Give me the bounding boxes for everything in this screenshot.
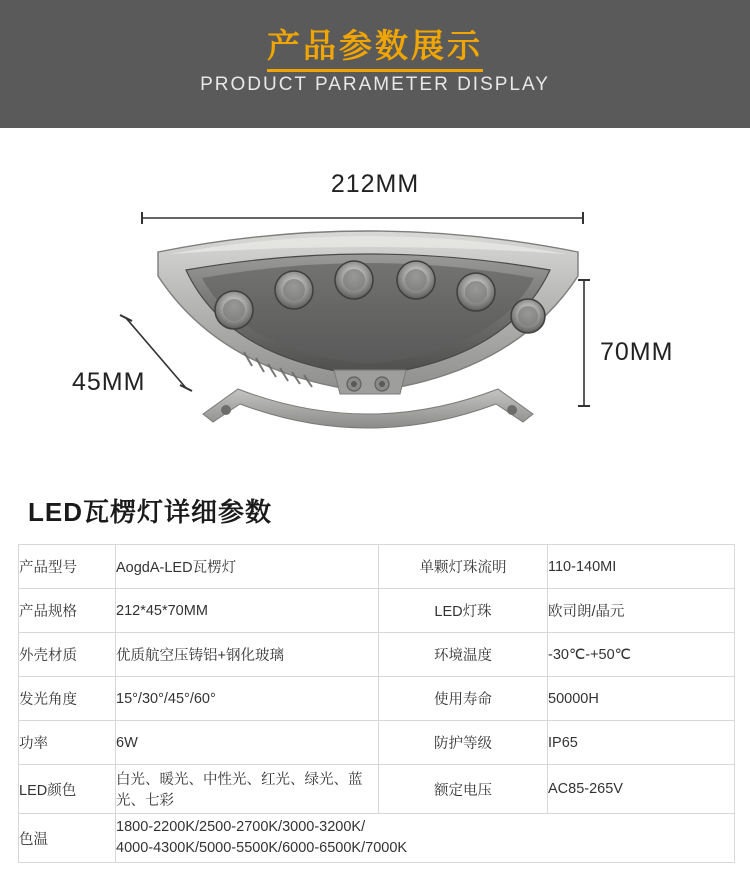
spec-value: 6W <box>116 721 379 765</box>
spec-value: 欧司朗/晶元 <box>548 589 735 633</box>
table-row <box>19 677 735 721</box>
spec-label: 单颗灯珠流明 <box>379 545 548 589</box>
color-temp-line-1: 1800-2200K/2500-2700K/3000-3200K/ <box>116 819 366 835</box>
spec-label: 外壳材质 <box>19 633 116 677</box>
spec-value: AC85-265V <box>548 765 735 814</box>
spec-label: LED颜色 <box>19 765 116 814</box>
table-row <box>19 721 735 765</box>
spec-label: 色温 <box>19 814 116 863</box>
spec-table-wrapper <box>18 544 732 863</box>
dimension-right-label: 70MM <box>600 338 674 366</box>
spec-value: -30℃-+50℃ <box>548 633 735 677</box>
section-title: LED瓦楞灯详细参数 <box>28 497 273 527</box>
dimension-top-label: 212MM <box>330 170 420 198</box>
banner-title-cn-text: 产品参数展示 <box>267 26 483 72</box>
table-row <box>19 814 735 863</box>
spec-label: 额定电压 <box>379 765 548 814</box>
product-image-area <box>0 128 750 468</box>
spec-value <box>116 814 735 863</box>
color-temp-line-2: 4000-4300K/5000-5500K/6000-6500K/7000K <box>116 840 408 856</box>
spec-value: 15°/30°/45°/60° <box>116 677 379 721</box>
dimension-top-arrow-icon <box>140 212 585 224</box>
spec-table <box>18 544 735 863</box>
spec-label: 防护等级 <box>379 721 548 765</box>
product-photo <box>148 224 588 454</box>
spec-label: 功率 <box>19 721 116 765</box>
table-row <box>19 765 735 814</box>
banner-title-cn <box>0 26 750 72</box>
table-row <box>19 545 735 589</box>
spec-label: 使用寿命 <box>379 677 548 721</box>
table-row <box>19 589 735 633</box>
spec-value: 白光、暖光、中性光、红光、绿光、蓝光、七彩 <box>116 765 379 814</box>
spec-value: AogdA-LED瓦楞灯 <box>116 545 379 589</box>
spec-label: 产品型号 <box>19 545 116 589</box>
spec-value: 优质航空压铸铝+钢化玻璃 <box>116 633 379 677</box>
spec-label: 环境温度 <box>379 633 548 677</box>
spec-value: 110-140MI <box>548 545 735 589</box>
banner-title-en: PRODUCT PARAMETER DISPLAY <box>200 74 550 95</box>
header-banner <box>0 0 750 128</box>
table-row <box>19 633 735 677</box>
spec-value: IP65 <box>548 721 735 765</box>
spec-label: LED灯珠 <box>379 589 548 633</box>
spec-label: 发光角度 <box>19 677 116 721</box>
spec-label: 产品规格 <box>19 589 116 633</box>
spec-value: 212*45*70MM <box>116 589 379 633</box>
dimension-left-label: 45MM <box>72 368 146 396</box>
spec-value: 50000H <box>548 677 735 721</box>
